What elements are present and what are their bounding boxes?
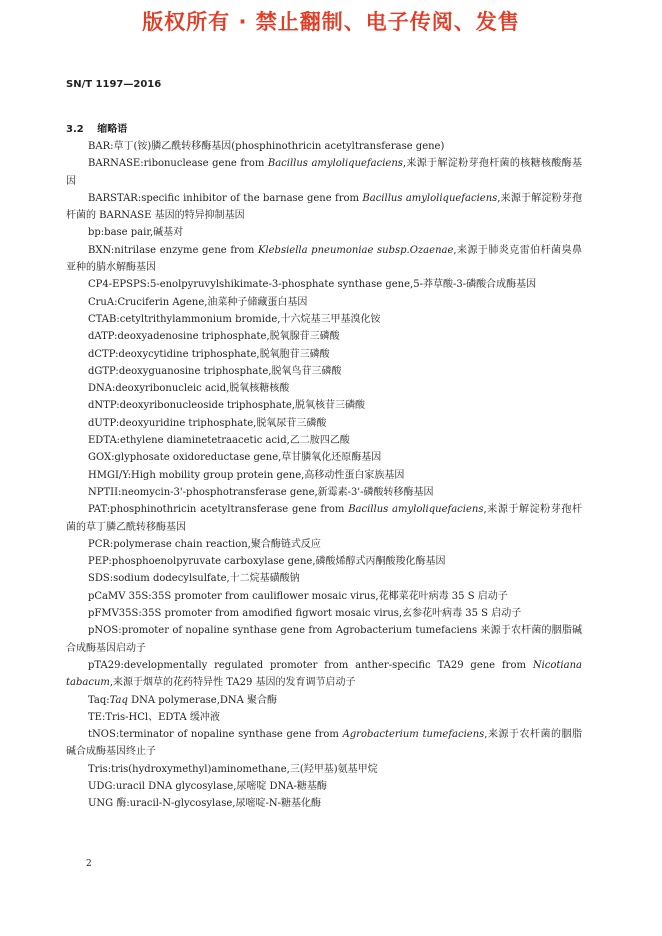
abbreviation-term: pFMV35S: — [88, 608, 142, 620]
abbreviation-term: dUTP: — [88, 417, 120, 429]
section-title: 缩略语 — [97, 124, 128, 135]
scientific-name: Bacillus amyloliquefaciens — [348, 504, 484, 516]
page-number: 2 — [86, 859, 92, 869]
abbreviation-definition: terminator of nopaline synthase gene from — [119, 729, 343, 741]
abbreviation-list — [66, 138, 582, 813]
abbreviation-term: NPTII: — [88, 486, 122, 498]
abbreviation-term: pNOS: — [88, 625, 122, 637]
abbreviation-entry — [66, 328, 582, 345]
abbreviation-entry — [66, 536, 582, 553]
scientific-name: Nicotiana tabacum — [66, 659, 582, 689]
abbreviation-definition: deoxyribonucleic acid,脱氧核糖核酸 — [115, 383, 290, 395]
scientific-name: Klebsiella pneumoniae subsp.Ozaenae — [257, 244, 454, 256]
abbreviation-definition: nitrilase enzyme gene from — [114, 244, 258, 256]
abbreviation-entry — [66, 242, 582, 277]
abbreviation-entry — [66, 605, 582, 622]
abbreviation-term: dNTP: — [88, 400, 120, 412]
abbreviation-definition: promoter of nopaline synthase gene from Agrobacterium tumefaciens 来源于农杆菌的胭脂碱合成酶基因启动子 — [66, 625, 582, 654]
scientific-name: Taq — [109, 694, 128, 706]
abbreviation-definition: neomycin-3'-phosphotransferase gene,新霉素-3'-磷酸转移酶基因 — [121, 486, 434, 498]
abbreviation-entry — [66, 761, 582, 778]
abbreviation-term: BAR: — [88, 141, 114, 152]
abbreviation-definition: polymerase chain reaction,聚合酶链式反应 — [113, 538, 321, 550]
abbreviation-definition: phosphoenolpyruvate carboxylase gene,磷酸烯醇式丙酮酸羧化酶基因 — [111, 556, 446, 568]
abbreviation-definition: uracil-N-glycosylase,尿嘧啶-N-糖基化酶 — [129, 798, 321, 810]
abbreviation-term: DNA: — [88, 383, 116, 395]
abbreviation-definition: ethylene diaminetetraacetic acid,乙二胺四乙酸 — [120, 435, 350, 447]
abbreviation-definition-tail: ,来源于烟草的花药特异性 TA29 基因的发育调节启动子 — [109, 677, 356, 689]
abbreviation-definition: Tris-HCl、EDTA 缓冲液 — [105, 711, 220, 723]
abbreviation-definition-tail: ,来源于解淀粉芽孢杆菌的草丁膦乙酰转移酶基因 — [66, 504, 582, 533]
abbreviation-entry — [66, 397, 582, 414]
abbreviation-entry — [66, 155, 582, 190]
abbreviation-term: dGTP: — [88, 365, 119, 377]
abbreviation-term: CTAB: — [88, 313, 120, 325]
abbreviation-term: PAT: — [88, 504, 111, 516]
abbreviation-term: UNG 酶: — [88, 798, 130, 810]
abbreviation-term: BARSTAR: — [88, 192, 142, 204]
abbreviation-entry — [66, 501, 582, 536]
abbreviation-term: PCR: — [88, 538, 114, 550]
abbreviation-entry — [66, 363, 582, 380]
section-number: 3.2 — [66, 124, 84, 135]
abbreviation-term: TE: — [88, 711, 106, 723]
abbreviation-term: CP4-EPSPS: — [88, 279, 150, 291]
scientific-name: Agrobacterium tumefaciens — [342, 729, 485, 741]
abbreviation-entry — [66, 570, 582, 587]
abbreviation-term: BARNASE: — [88, 158, 144, 170]
abbreviation-term: Tris: — [88, 763, 112, 775]
abbreviation-definition-tail: ,来源于农杆菌的胭脂碱合成酶基因终止子 — [66, 729, 582, 758]
abbreviation-entry — [66, 484, 582, 501]
abbreviation-term: dCTP: — [88, 348, 119, 360]
abbreviation-entry — [66, 449, 582, 466]
abbreviation-definition: sodium dodecylsulfate,十二烷基磺酸钠 — [113, 573, 300, 585]
abbreviation-entry — [66, 294, 582, 311]
abbreviation-definition-tail: ,来源于解淀粉芽孢杆菌的核糖核酸酶基因 — [66, 158, 582, 187]
abbreviation-definition: deoxyuridine triphosphate,脱氧尿苷三磷酸 — [119, 417, 327, 429]
abbreviation-term: dATP: — [88, 331, 118, 343]
abbreviation-term: CruA: — [88, 296, 118, 308]
abbreviation-entry — [66, 415, 582, 432]
abbreviation-term: EDTA: — [88, 435, 121, 447]
abbreviation-entry — [66, 795, 582, 812]
abbreviation-term: HMGI/Y: — [88, 469, 132, 481]
abbreviation-entry — [66, 553, 582, 570]
standard-number: SN/T 1197—2016 — [66, 79, 162, 90]
abbreviation-definition: base pair,碱基对 — [104, 227, 184, 239]
abbreviation-entry — [66, 380, 582, 397]
abbreviation-entry — [66, 311, 582, 328]
abbreviation-definition: tris(hydroxymethyl)aminomethane,三(羟甲基)氨基甲烷 — [111, 763, 378, 775]
abbreviation-entry — [66, 346, 582, 363]
scientific-name: Bacillus amyloliquefaciens — [362, 192, 498, 204]
abbreviation-definition: deoxyribonucleoside triphosphate,脱氧核苷三磷酸 — [119, 400, 365, 412]
abbreviation-entry — [66, 190, 582, 225]
abbreviation-definition: ribonuclease gene from — [143, 158, 268, 170]
abbreviation-definition: deoxycytidine triphosphate,脱氧胞苷三磷酸 — [118, 348, 330, 360]
abbreviation-entry — [66, 692, 582, 709]
section-heading — [66, 120, 127, 135]
abbreviation-definition: specific inhibitor of the barnase gene from — [141, 192, 363, 204]
abbreviation-entry — [66, 726, 582, 761]
abbreviation-entry — [66, 588, 582, 605]
abbreviation-term: tNOS: — [88, 729, 120, 741]
abbreviation-definition-tail: DNA polymerase,DNA 聚合酶 — [127, 694, 278, 706]
abbreviation-entry — [66, 622, 582, 657]
abbreviation-term: PEP: — [88, 556, 112, 568]
abbreviation-entry — [66, 138, 582, 155]
abbreviation-definition-tail: ,来源于肺炎克雷伯杆菌臭鼻亚种的腈水解酶基因 — [66, 244, 582, 274]
abbreviation-entry — [66, 778, 582, 795]
abbreviation-definition: Cruciferin Agene,油菜种子储藏蛋白基因 — [117, 296, 308, 308]
abbreviation-definition: 35S promoter from amodified figwort mosaic virus,玄参花叶病毒 35 S 启动子 — [141, 608, 522, 620]
abbreviation-definition: High mobility group protein gene,高移动性蛋白家族基因 — [131, 469, 405, 481]
abbreviation-term: SDS: — [88, 573, 114, 585]
abbreviation-entry — [66, 467, 582, 484]
abbreviation-definition: developmentally regulated promoter from anther-specific TA29 gene from — [123, 659, 533, 671]
abbreviation-term: bp: — [88, 227, 105, 239]
abbreviation-entry — [66, 709, 582, 726]
abbreviation-definition: deoxyguanosine triphosphate,脱氧鸟苷三磷酸 — [118, 365, 342, 377]
abbreviation-definition: 5-enolpyruvylshikimate-3-phosphate synthase gene,5-莽草酸-3-磷酸合成酶基因 — [149, 279, 537, 291]
abbreviation-term: pCaMV 35S: — [88, 590, 152, 602]
abbreviation-definition: cetyltrithylammonium bromide,十六烷基三甲基溴化铵 — [119, 313, 381, 325]
abbreviation-entry — [66, 224, 582, 241]
copyright-watermark: 版权所有 · 禁止翻制、电子传阅、发售 — [142, 10, 520, 34]
abbreviation-definition: phosphinothricin acetyltransferase gene from — [110, 504, 349, 516]
abbreviation-term: BXN: — [88, 244, 115, 256]
abbreviation-definition: glyphosate oxidoreductase gene,草甘膦氧化还原酶基因 — [114, 452, 382, 464]
abbreviation-definition: 草丁(铵)膦乙酰转移酶基因(phosphinothricin acetyltransferase gene) — [113, 141, 445, 152]
abbreviation-entry — [66, 657, 582, 692]
abbreviation-term: pTA29: — [88, 659, 124, 671]
abbreviation-term: UDG: — [88, 780, 116, 792]
abbreviation-term: GOX: — [88, 452, 115, 464]
abbreviation-term: Taq: — [88, 694, 110, 706]
scientific-name: Bacillus amyloliquefaciens — [267, 158, 403, 170]
abbreviation-definition: 35S promoter from cauliflower mosaic virus,花椰菜花叶病毒 35 S 启动子 — [151, 590, 508, 602]
abbreviation-definition: uracil DNA glycosylase,尿嘧啶 DNA-糖基酶 — [115, 780, 327, 792]
abbreviation-definition-tail: ,来源于解淀粉芽孢杆菌的 BARNASE 基因的特异抑制基因 — [66, 192, 582, 222]
abbreviation-definition: deoxyadenosine triphosphate,脱氧腺苷三磷酸 — [117, 331, 340, 343]
abbreviation-entry — [66, 432, 582, 449]
abbreviation-entry — [66, 276, 582, 293]
